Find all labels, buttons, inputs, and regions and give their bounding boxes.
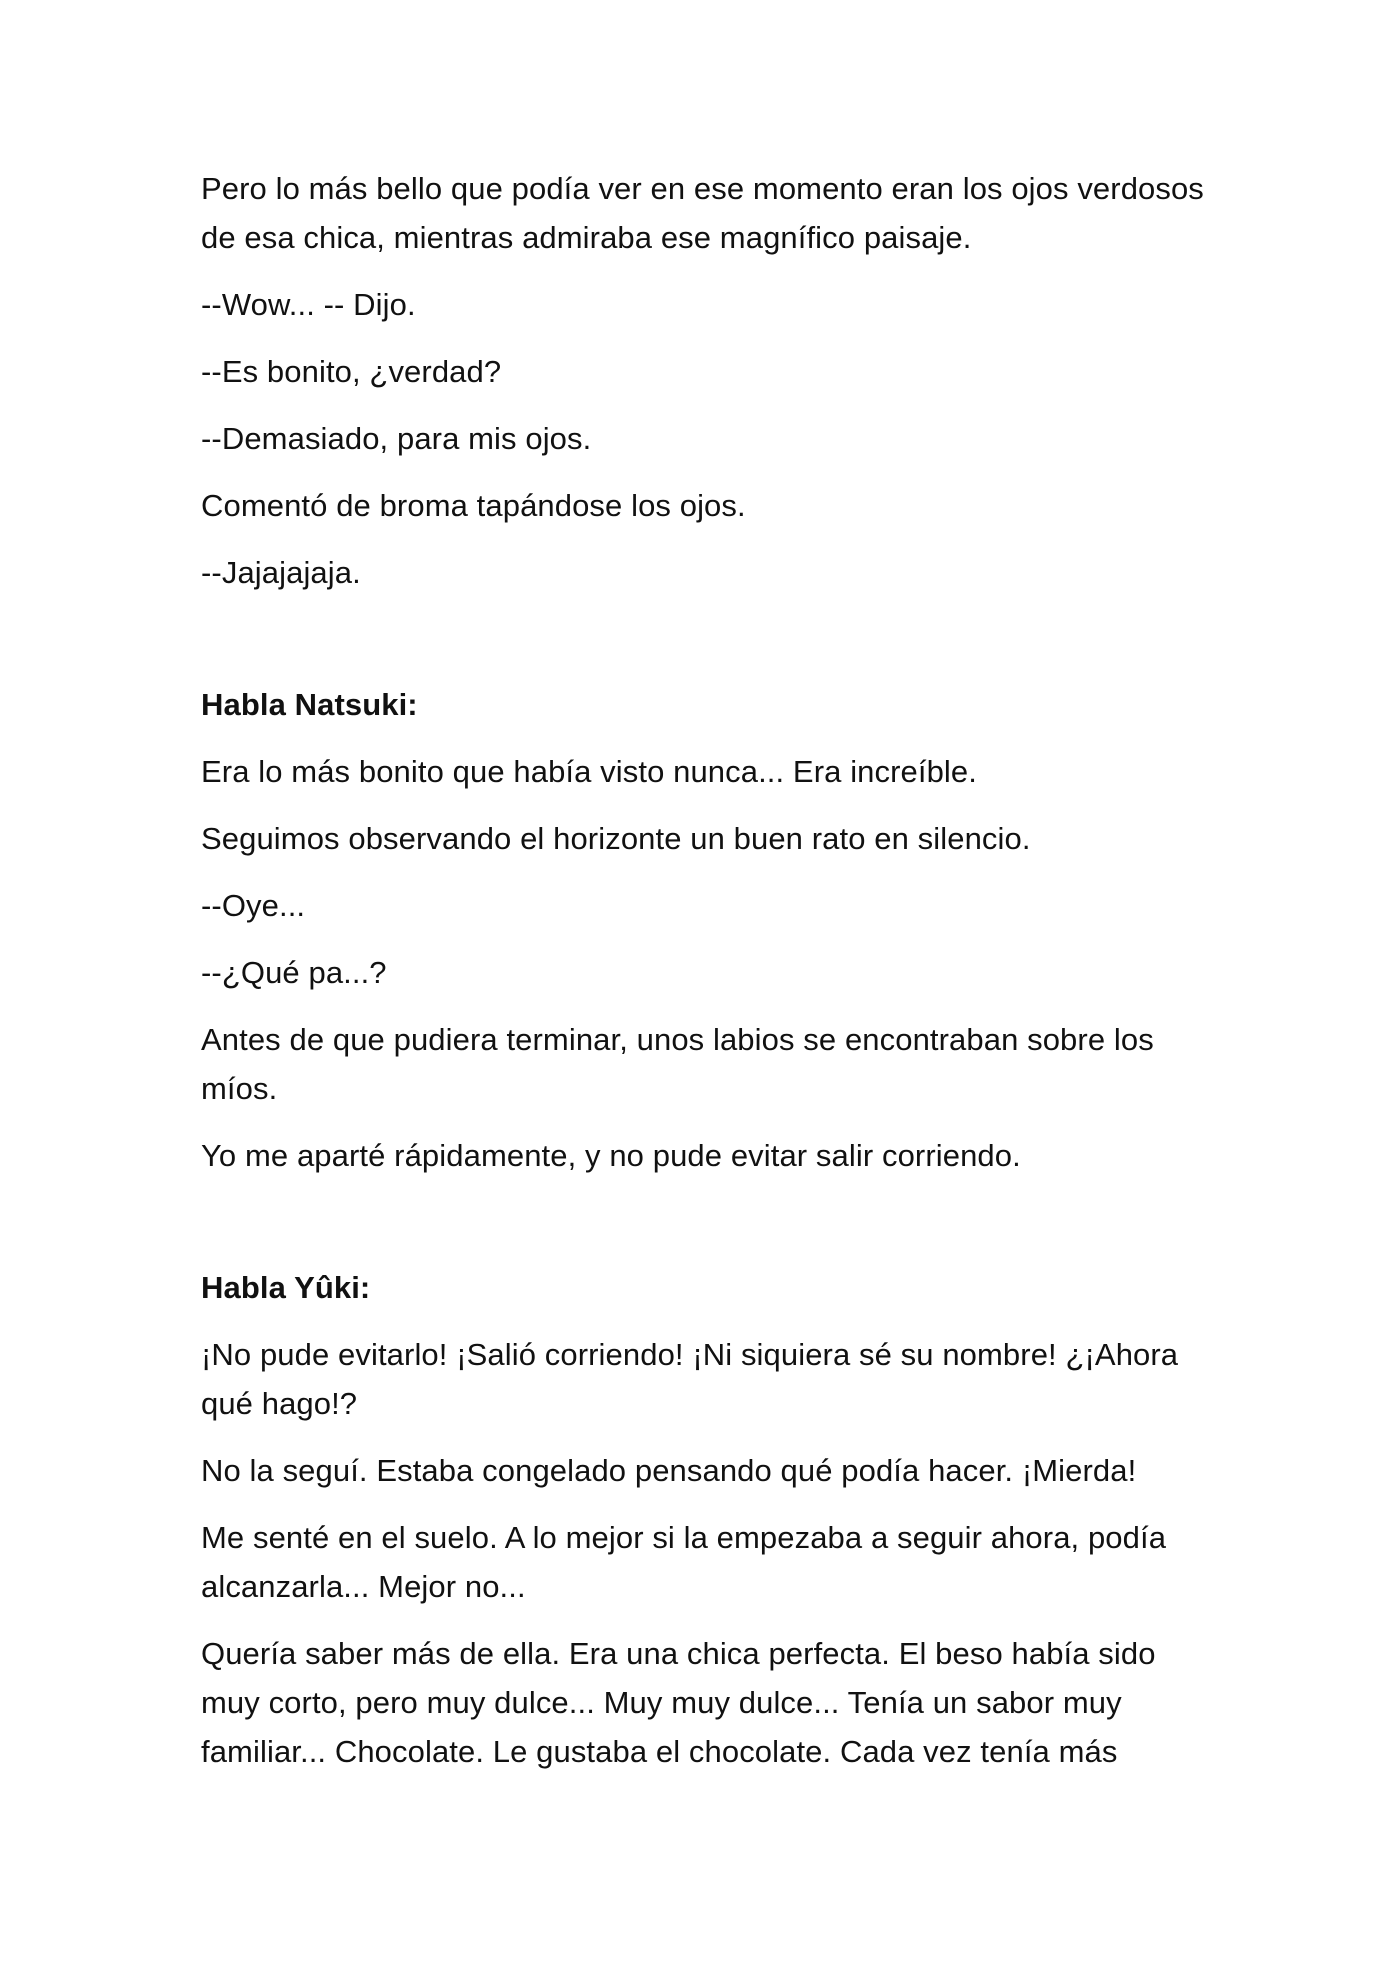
paragraph: Me senté en el suelo. A lo mejor si la empezaba a seguir ahora, podía alcanzarla... Mejor no... [201,1520,1167,1604]
paragraph: Seguimos observando el horizonte un buen rato en silencio. [201,821,1031,856]
section-spacer [201,615,1211,680]
dialogue-line: --Wow... -- Dijo. [201,287,416,322]
dialogue-line: --Demasiado, para mis ojos. [201,421,592,456]
paragraph: ¡No pude evitarlo! ¡Salió corriendo! ¡Ni siquiera sé su nombre! ¿¡Ahora qué hago!? [201,1337,1179,1421]
section-heading: Habla Yûki: [201,1270,371,1305]
paragraph: No la seguí. Estaba congelado pensando qué podía hacer. ¡Mierda! [201,1453,1137,1488]
section-spacer [201,1198,1211,1263]
dialogue-line: --Es bonito, ¿verdad? [201,354,502,389]
paragraph: Era lo más bonito que había visto nunca... Era increíble. [201,754,977,789]
section-heading: Habla Natsuki: [201,687,418,722]
paragraph: Comentó de broma tapándose los ojos. [201,488,746,523]
paragraph: Quería saber más de ella. Era una chica perfecta. El beso había sido muy corto, pero muy dulce... Muy muy dulce... Tenía un sabor muy familiar... Chocolate. Le gustaba el chocolate. Cada vez tenía más [201,1636,1156,1769]
dialogue-line: --¿Qué pa...? [201,955,387,990]
dialogue-line: --Jajajajaja. [201,555,361,590]
paragraph: Yo me aparté rápidamente, y no pude evitar salir corriendo. [201,1138,1021,1173]
dialogue-line: --Oye... [201,888,306,923]
document-body [201,164,1211,1794]
paragraph: Antes de que pudiera terminar, unos labios se encontraban sobre los míos. [201,1022,1154,1106]
paragraph: Pero lo más bello que podía ver en ese momento eran los ojos verdosos de esa chica, mientras admiraba ese magnífico paisaje. [201,171,1204,255]
